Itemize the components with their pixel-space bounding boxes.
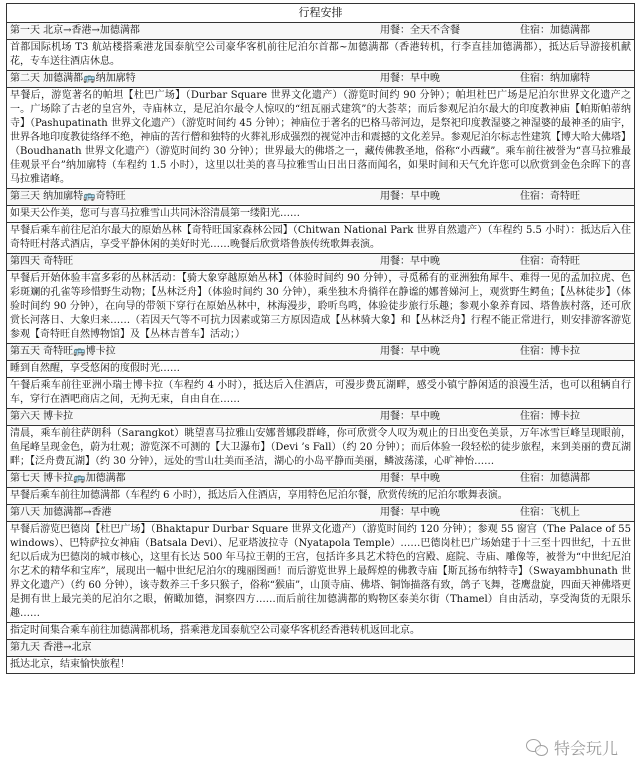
day-3-desc-2: 早餐后乘车前往尼泊尔最大的原始丛林【奇特旺国家森林公园】（Chitwan National Park 世界自然遗产）（车程约 5.5 小时）：抵达后入住奇特旺村落式酒店，享受平静休闲的美好时光……晚餐后欣赏塔鲁族传统歌舞表演。 [7,223,635,254]
day-7-title: 第七天 博卡拉🚌加德满都 [10,473,126,484]
day-6-desc: 清晨，乘车前往萨朗科（Sarangkot）眺望喜马拉雅山安娜普娜段群峰，你可欣赏令人叹为观止的日出变色美景，万年冰雪巨峰呈现眼前，鱼尾峰呈现金色，蔚为壮观；游览深不可测的【大卫瀑布】（Devi ’s Fall）（约 20 分钟）；而后体验一段轻松的徒步旅程，来到美丽的费瓦湖畔；【泛舟费瓦湖】（约 30 分钟），远处的雪山壮美而圣洁，湖心的小岛平静而美丽，鳞波荡漾，心旷神怡…… [7,426,635,471]
day-5-title: 第五天 奇特旺🚌博卡拉 [10,346,116,357]
day-8-desc-2: 指定时间集合乘车前往加德满都机场，搭乘港龙国泰航空公司豪华客机经香港转机返回北京。 [7,623,635,640]
day-3-stay: 住宿：奇特旺 [520,191,580,202]
day-5-desc: 睡到自然醒，享受悠闲的度假时光…… [7,361,635,378]
day-1-stay: 住宿：加德满都 [520,25,590,36]
day-2-meal: 用餐：早中晚 [380,73,440,84]
day-5-stay: 住宿：博卡拉 [520,346,580,357]
day-3-desc: 如果天公作美，您可与喜马拉雅雪山共同沐浴清晨第一缕阳光…… [7,206,635,223]
day-6-meal: 用餐：早中晚 [380,411,440,422]
day-8-header [7,505,635,522]
day-2-stay: 住宿：纳加廓特 [520,73,590,84]
day-1-meal: 用餐：全天不含餐 [380,25,460,36]
day-3-header [7,189,635,206]
day-9-meal [380,641,520,655]
day-1-title: 第一天 北京→香港→加德满都 [10,25,140,36]
day-4-stay: 住宿：奇特旺 [520,256,580,267]
day-1-desc: 首都国际机场 T3 航站楼搭乘港龙国泰航空公司豪华客机前往尼泊尔首都~加德满都（香港转机，行李直挂加德满都），抵达后导游接机献花，专车送往酒店休息。 [7,40,635,71]
day-9-title: 第九天 香港→北京 [10,642,92,653]
day-9-header [7,640,635,657]
itinerary-title: 行程安排 [7,4,635,23]
wechat-icon [526,739,548,757]
day-8-desc: 早餐后游览巴德岗【杜巴广场】（Bhaktapur Durbar Square 世界文化遗产）（游览时间约 120 分钟）；参观 55 窗宫（The Palace of 55 windows）、巴特萨拉女神庙（Batsala Devi）、尼亚塔波拉寺（Nyatapola Temple）……巴德岗杜巴广场始建于十三至十四世纪，十五世纪以后成为巴德岗的城市核心，这里有长达 500 年马拉王朝的王宫，包括许多具艺术特色的宫殿、庭院、寺庙、雕像等，被誉为“中世纪尼泊尔艺术的精华和宝库”，展现出一幅中世纪尼泊尔的瑰丽图画！而后游览世界上最辉煌的佛教寺庙【斯瓦扬布纳特寺】（Swayambhunath 世界文化遗产）（约 60 分钟），该寺数养三千多只猴子，俗称“猴庙”，山顶寺庙、佛塔、铜饰描落有致，鸽子飞舞，苍鹰盘旋，四面天神佛塔更是拥有世上最完美的尼泊尔之眼，俯瞰加德，洞察四方……而后前往加德满都的购物区泰美尔街（Thamel）自由活动，享受淘货的无限乐趣…… [7,522,635,623]
day-8-title: 第八天 加德满都→香港 [10,507,112,518]
watermark-text: 特会玩儿 [553,739,618,758]
day-7-desc: 早餐后乘车前往加德满都（车程约 6 小时），抵达后入住酒店，享用特色尼泊尔餐，欣赏传统的尼泊尔歌舞表演。 [7,488,635,505]
day-2-desc: 早餐后，游览著名的帕坦【杜巴广场】（Durbar Square 世界文化遗产）（游览时间约 90 分钟）；帕坦杜巴广场是尼泊尔世界文化遗产之一。广场除了古老的皇宫外，寺庙林立，是尼泊尔最令人惊叹的“纽瓦丽式建筑”的大荟萃；而后参观尼泊尔最大的印度教神庙【帕斯帕蒂纳寺】（Pashupatinath 世界文化遗产）（游览时间约 45 分钟）；神庙位于著名的巴格马蒂河边，是祭祀印度教湿婆之神湿婆的最神圣的庙宇，世界各地印度教徒络绎不绝，神庙的苦行僧和独特的火葬礼形成强烈的视觉冲击和震撼的文化差异。参观尼泊尔标志性建筑【博大哈大佛塔】（Boudhanath 世界文化遗产）（游览时间约 30 分钟）；世界最大的佛塔之一，藏传佛教圣地，俗称“小西藏”。乘车前往被誉为“喜马拉雅最佳观景平台”纳加廓特（车程约 1.5 小时），这里以壮美的喜马拉雅雪山日出日落而闻名，如果时间和天气允许您可以欣赏到金色余晖下的喜马拉雅诸峰。 [7,88,635,189]
day-2-header [7,71,635,88]
day-6-stay: 住宿：博卡拉 [520,411,580,422]
day-3-title: 第三天 纳加廓特🚌奇特旺 [10,191,126,202]
day-7-header [7,471,635,488]
day-5-meal: 用餐：早中晚 [380,346,440,357]
day-4-desc: 早餐后开始体验丰富多彩的丛林活动：【骑大象穿越原始丛林】（体验时间约 90 分钟），寻觅稀有的亚洲独角犀牛、难得一见的孟加拉虎、色彩斑斓的孔雀等珍惜野生动物；【丛林泛舟】（体验时间约 30 分钟），乘坐独木舟徜徉在静谧的娜普娣河上，观赏野生鳄鱼；【丛林徒步】（体验时间约 90 分钟），在向导的带领下穿行在原始丛林中，林海漫步，聆听鸟鸣，体验徒步旅行乐趣；参观小象养育园、塔鲁族村落，还可欣赏长河落日、大象归来……（若因天气等不可抗力因素或第三方原因造成【丛林骑大象】和【丛林泛舟】行程不能正常进行，则安排游客游览参观【奇特旺自然博物馆】及【丛林吉普车】活动；） [7,271,635,344]
day-1-header [7,23,635,40]
day-4-header [7,254,635,271]
watermark [522,734,622,761]
day-2-title: 第二天 加德满都🚌纳加廓特 [10,73,136,84]
day-4-meal: 用餐：早中晚 [380,256,440,267]
day-3-meal: 用餐：早中晚 [380,191,440,202]
day-9-stay [520,641,631,655]
day-6-title: 第六天 博卡拉 [10,411,74,422]
day-7-stay: 住宿：加德满都 [520,473,590,484]
day-6-header [7,409,635,426]
day-8-stay: 住宿：飞机上 [520,507,580,518]
day-4-title: 第四天 奇特旺 [10,256,74,267]
day-9-desc: 抵达北京，结束愉快旅程！ [7,657,635,674]
day-5-header [7,344,635,361]
day-8-meal: 用餐：早中晚 [380,507,440,518]
day-5-desc-2: 午餐后乘车前往亚洲小瑞士博卡拉（车程约 4 小时），抵达后入住酒店，可漫步费瓦湖畔，感受小镇宁静闲适的浪漫生活，也可以租辆自行车，穿行在酒吧商店之间，无拘无束，自由自在…… [7,378,635,409]
day-7-meal: 用餐：早中晚 [380,473,440,484]
itinerary-table [6,3,635,674]
